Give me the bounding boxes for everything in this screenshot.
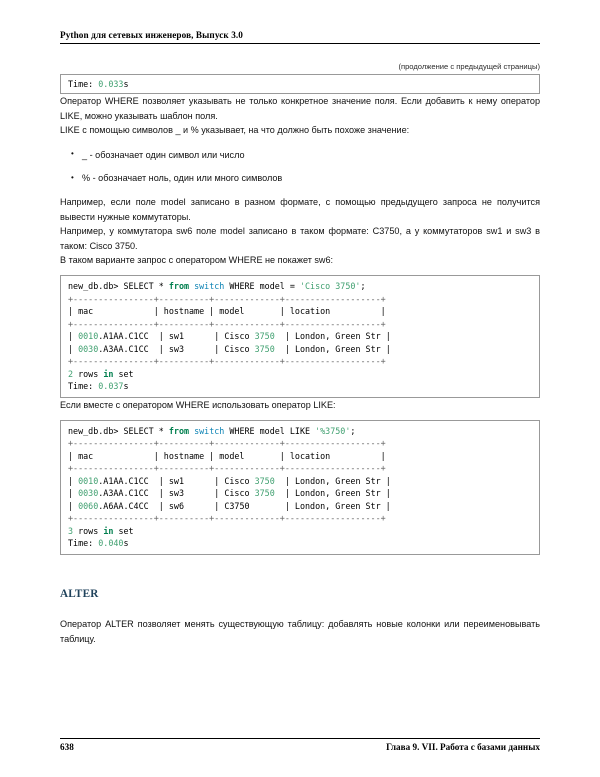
result-rows-text: rows bbox=[73, 525, 104, 536]
sql-select: SELECT * bbox=[123, 280, 169, 291]
table-row: | 0060.A6AA.C4CC | sw6 | C3750 | London, Green Str | bbox=[68, 500, 391, 511]
cell-mac-prefix: 0060 bbox=[78, 500, 99, 511]
cell-model-num: 3750 bbox=[254, 331, 275, 342]
cell-model-text: | C3750 bbox=[214, 500, 250, 511]
cell-model-num: 3750 bbox=[254, 488, 275, 499]
sql-string-literal: '%3750' bbox=[315, 425, 351, 436]
cell-model-pad bbox=[275, 488, 285, 498]
time-unit: s bbox=[123, 78, 129, 89]
cell-model-pad bbox=[275, 331, 285, 341]
sql-table-name: switch bbox=[194, 280, 230, 291]
footer-rule bbox=[60, 738, 540, 739]
table-rule-top: +----------------+----------+-------------+-------------------+ bbox=[68, 438, 386, 449]
cell-mac-pad bbox=[149, 331, 159, 341]
sql-semicolon: ; bbox=[350, 425, 356, 436]
time-label: Time: bbox=[68, 381, 99, 392]
running-header bbox=[60, 30, 540, 44]
cell-location: | London, Green Str | bbox=[284, 488, 391, 499]
result-set-text: set bbox=[113, 525, 134, 536]
sql-where-clause: WHERE model = bbox=[229, 280, 300, 291]
sql-prompt: new_db.db> bbox=[68, 280, 124, 291]
sql-keyword-from: from bbox=[168, 425, 195, 436]
code-block-where-query bbox=[60, 275, 540, 398]
cell-location: | London, Green Str | bbox=[284, 475, 391, 486]
cell-location: | London, Green Str | bbox=[284, 331, 391, 342]
table-row: | 0010.A1AA.C1CC | sw1 | Cisco 3750 | London, Green Str | bbox=[68, 475, 391, 486]
cell-mac-prefix: 0030 bbox=[78, 488, 99, 499]
cell-hostname: | sw1 bbox=[158, 475, 215, 486]
footer-chapter: Глава 9. VII. Работа с базами данных bbox=[386, 742, 540, 752]
table-rule-top: +----------------+----------+-------------+-------------------+ bbox=[68, 293, 386, 304]
cell-location: | London, Green Str | bbox=[284, 500, 391, 511]
result-set-text: set bbox=[113, 368, 134, 379]
result-keyword-in: in bbox=[103, 525, 114, 536]
paragraph-like-symbols: LIKE с помощью символов _ и % указывает, на что должно быть похоже значение: bbox=[60, 125, 410, 136]
table-row: | 0030.A3AA.C1CC | sw3 | Cisco 3750 | London, Green Str | bbox=[68, 343, 391, 354]
table-row: | 0010.A1AA.C1CC | sw1 | Cisco 3750 | London, Green Str | bbox=[68, 331, 391, 342]
table-rule-bottom: +----------------+----------+-------------+-------------------+ bbox=[68, 513, 386, 524]
cell-mac-pad bbox=[149, 344, 159, 354]
code-block-time-continuation bbox=[60, 74, 540, 95]
cell-model-text: | Cisco bbox=[214, 488, 255, 499]
cell-model-num: 3750 bbox=[254, 475, 275, 486]
time-value: 0.037 bbox=[98, 381, 124, 392]
cell-hostname: | sw3 bbox=[158, 343, 215, 354]
cell-mac-rest: .A6AA.C4CC bbox=[98, 500, 149, 511]
cell-mac-pad bbox=[149, 488, 159, 498]
paragraph-alter-description: Оператор ALTER позволяет менять существующую таблицу: добавлять новые колонки или переименовывать таблицу. bbox=[60, 618, 540, 644]
cell-model-text: | Cisco bbox=[214, 343, 255, 354]
cell-model-pad bbox=[275, 344, 285, 354]
paragraph-model-example: Например, у коммутатора sw6 поле model записано в таком формате: C3750, а у коммутаторов sw1 и sw3 в таком: Cisco 3750. bbox=[60, 226, 540, 251]
paragraph-where-intro: Оператор WHERE позволяет указывать не только конкретное значение поля. Если добавить к нему оператор LIKE, можно указывать шаблон поля. bbox=[60, 96, 540, 121]
sql-table-name: switch bbox=[194, 425, 230, 436]
time-unit: s bbox=[123, 381, 129, 392]
time-value: 0.033 bbox=[98, 78, 124, 89]
cell-hostname: | sw3 bbox=[158, 488, 215, 499]
result-row-count: 2 bbox=[68, 368, 74, 379]
cell-mac-prefix: 0010 bbox=[78, 475, 99, 486]
footer-page-number: 638 bbox=[60, 742, 74, 752]
cell-mac-pad bbox=[149, 501, 159, 511]
paragraph-like-usage: Если вместе с оператором WHERE использовать оператор LIKE: bbox=[60, 399, 336, 410]
sql-keyword-from: from bbox=[168, 280, 195, 291]
table-row: | 0030.A3AA.C1CC | sw3 | Cisco 3750 | London, Green Str | bbox=[68, 488, 391, 499]
sql-semicolon: ; bbox=[360, 280, 366, 291]
cell-hostname: | sw1 bbox=[158, 331, 215, 342]
section-heading-alter: ALTER bbox=[60, 587, 99, 600]
cell-mac-rest: .A1AA.C1CC bbox=[98, 475, 149, 486]
table-header-row: | mac | hostname | model | location | bbox=[68, 306, 386, 317]
result-row-count: 3 bbox=[68, 525, 74, 536]
sql-prompt: new_db.db> bbox=[68, 425, 124, 436]
page-footer bbox=[60, 738, 540, 752]
time-unit: s bbox=[123, 538, 129, 549]
cell-location: | London, Green Str | bbox=[284, 343, 391, 354]
result-keyword-in: in bbox=[103, 368, 114, 379]
cell-model-text: | Cisco bbox=[214, 475, 255, 486]
cell-hostname: | sw6 bbox=[158, 500, 215, 511]
sql-where-clause: WHERE model LIKE bbox=[229, 425, 316, 436]
cell-model-pad bbox=[275, 476, 285, 486]
sql-string-literal: 'Cisco 3750' bbox=[299, 280, 361, 291]
cell-model-num: 3750 bbox=[254, 343, 275, 354]
running-header-title: Python для сетевых инженеров, Выпуск 3.0 bbox=[60, 30, 243, 40]
cell-mac-rest: .A3AA.C1CC bbox=[98, 343, 149, 354]
sql-select: SELECT * bbox=[123, 425, 169, 436]
cell-model-text: | Cisco bbox=[214, 331, 255, 342]
table-rule-bottom: +----------------+----------+-------------+-------------------+ bbox=[68, 356, 386, 367]
table-header-row: | mac | hostname | model | location | bbox=[68, 450, 386, 461]
paragraph-model-format: Например, если поле model записано в разном формате, с помощью предыдущего запроса не получится вывести нужные коммутаторы. bbox=[60, 197, 540, 222]
cell-model-pad bbox=[250, 501, 285, 511]
cell-mac-prefix: 0010 bbox=[78, 331, 99, 342]
result-rows-text: rows bbox=[73, 368, 104, 379]
time-label: Time: bbox=[68, 78, 99, 89]
cell-mac-rest: .A1AA.C1CC bbox=[98, 331, 149, 342]
time-value: 0.040 bbox=[98, 538, 124, 549]
cell-mac-pad bbox=[149, 476, 159, 486]
paragraph-where-no-sw6: В таком варианте запрос с оператором WHERE не покажет sw6: bbox=[60, 255, 334, 266]
like-symbol-list bbox=[60, 148, 540, 186]
table-rule-mid: +----------------+----------+-------------+-------------------+ bbox=[68, 463, 386, 474]
time-label: Time: bbox=[68, 538, 99, 549]
continuation-note: (продолжение с предыдущей страницы) bbox=[398, 62, 540, 71]
code-block-like-query bbox=[60, 420, 540, 555]
list-item: • _ - обозначает один символ или число bbox=[82, 148, 540, 163]
cell-mac-prefix: 0030 bbox=[78, 343, 99, 354]
list-item: • % - обозначает ноль, один или много символов bbox=[82, 171, 540, 186]
cell-mac-rest: .A3AA.C1CC bbox=[98, 488, 149, 499]
table-rule-mid: +----------------+----------+-------------+-------------------+ bbox=[68, 318, 386, 329]
